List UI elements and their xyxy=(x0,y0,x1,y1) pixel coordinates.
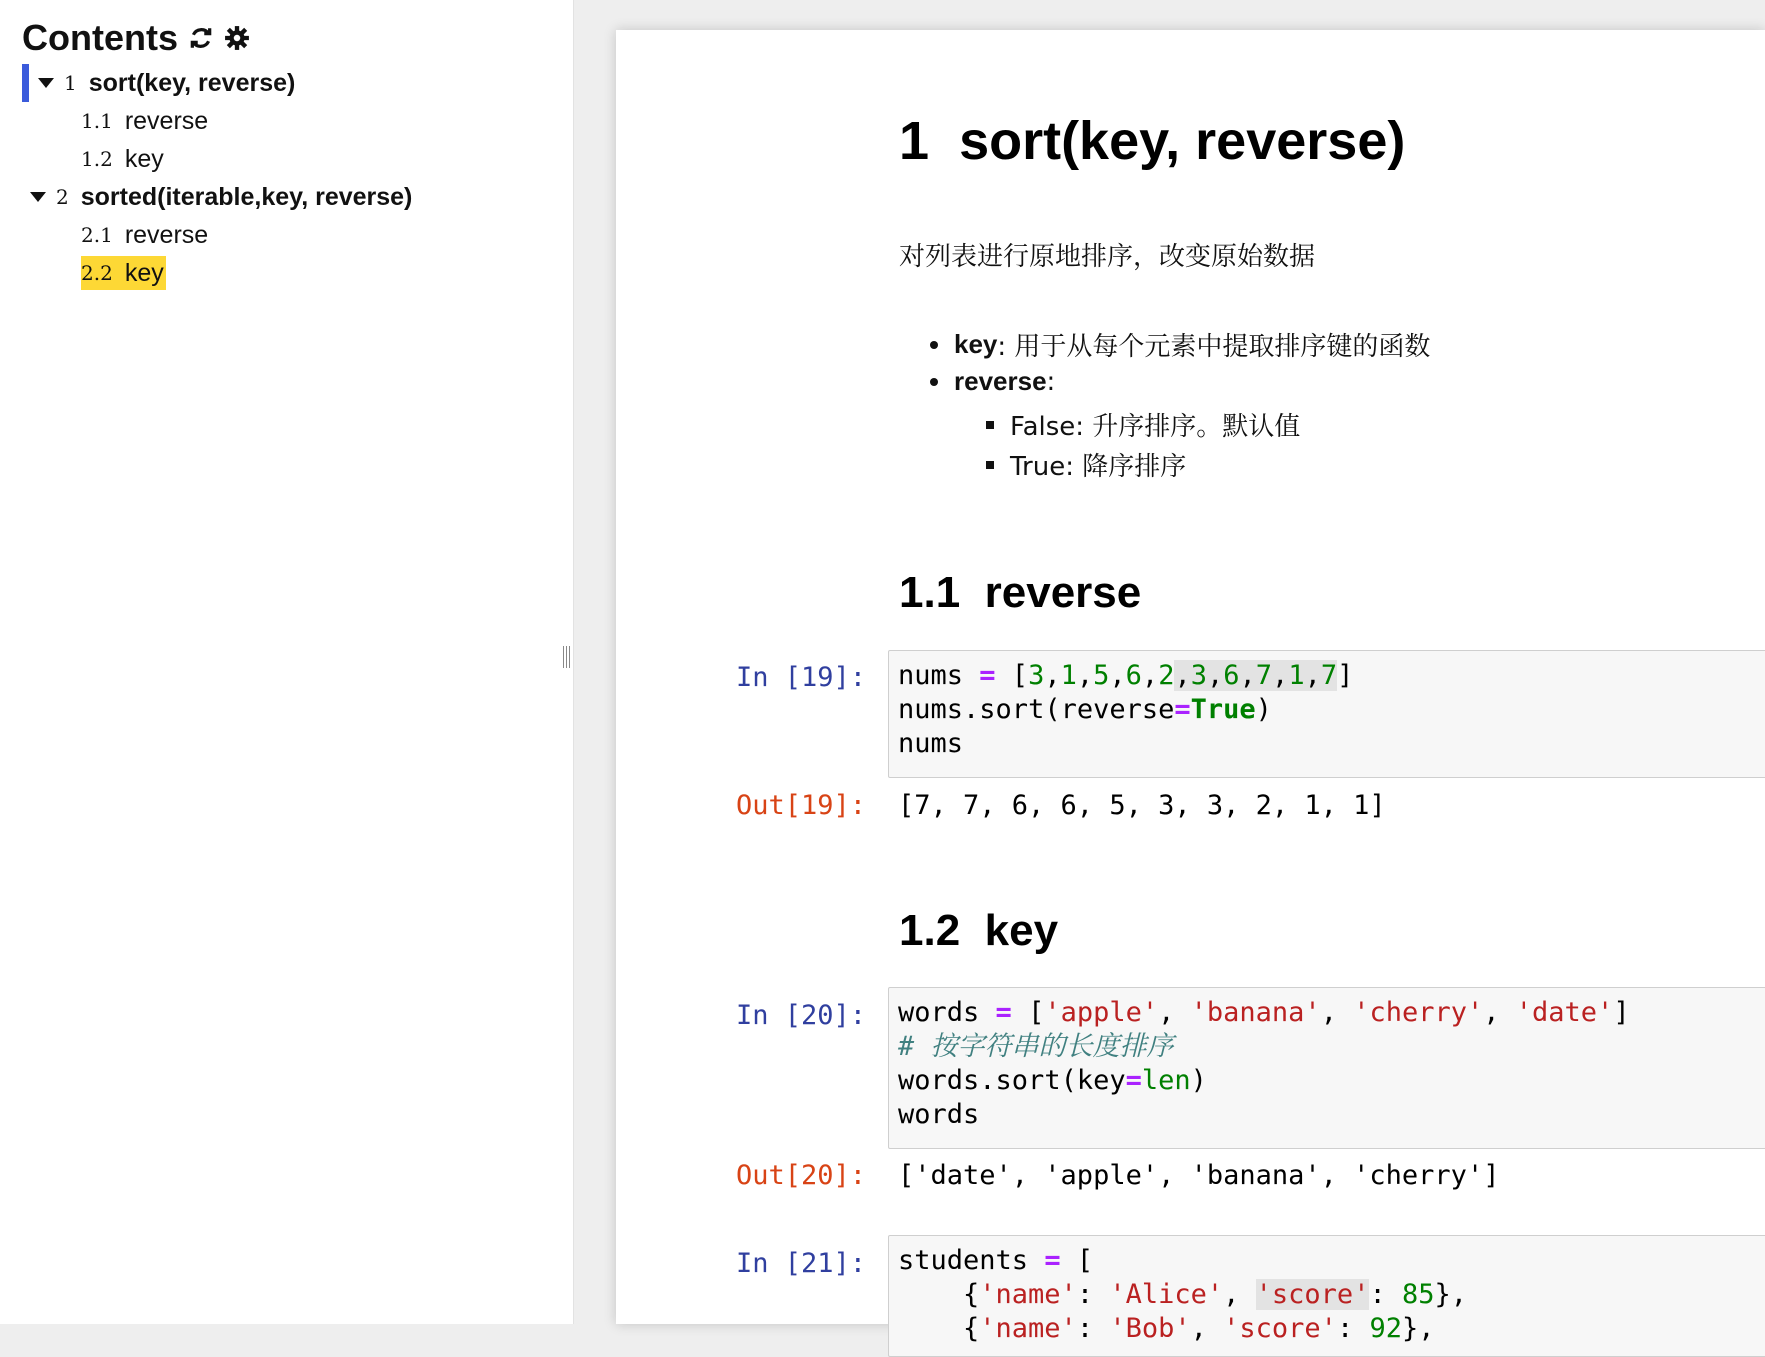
sub-bullet-text: True: 降序排序 xyxy=(1010,452,1187,482)
toc-active-indicator xyxy=(22,64,29,102)
refresh-icon[interactable] xyxy=(188,25,214,51)
toc-item-sorted[interactable] xyxy=(30,180,412,214)
toc-item-number: 2.1 xyxy=(81,223,113,247)
code-line: words xyxy=(898,1099,980,1130)
heading-number: 1.1 xyxy=(899,568,961,617)
input-prompt: In [21]: xyxy=(735,1248,866,1279)
cell-output: ['date', 'apple', 'banana', 'cherry'] xyxy=(898,1160,1500,1191)
bullet-desc: : 用于从每个元素中提取排序键的函数 xyxy=(997,332,1431,362)
notebook-page xyxy=(616,30,1765,1344)
toc-item-label: key xyxy=(124,258,164,287)
output-prompt: Out[20]: xyxy=(735,1160,866,1191)
toc-item-sort-key[interactable] xyxy=(81,142,164,176)
toc-item-sort[interactable] xyxy=(38,66,295,100)
heading-text: key xyxy=(984,906,1059,955)
toc-item-label: reverse xyxy=(124,106,209,135)
toc-item-sorted-reverse[interactable] xyxy=(81,218,208,252)
code-cell[interactable] xyxy=(888,987,1765,1149)
output-prompt: Out[19]: xyxy=(735,790,866,821)
code-editor[interactable] xyxy=(889,988,1765,1132)
toc-item-sort-reverse[interactable] xyxy=(81,104,208,138)
input-prompt: In [19]: xyxy=(735,662,866,693)
heading-2-reverse xyxy=(899,568,1141,618)
toc-item-number: 1.2 xyxy=(81,147,113,171)
heading-1 xyxy=(899,110,1405,172)
cell-output: [7, 7, 6, 6, 5, 3, 3, 2, 1, 1] xyxy=(898,790,1386,821)
code-line: {'name': 'Bob', 'score': 92}, xyxy=(898,1313,1435,1344)
code-editor[interactable] xyxy=(889,1236,1765,1346)
sub-bullet-false xyxy=(986,406,1300,443)
bullet-desc: : xyxy=(1046,366,1056,397)
code-comment: # 按字符串的长度排序 xyxy=(898,1031,1174,1062)
sub-bullet-true xyxy=(986,446,1186,483)
gear-icon[interactable] xyxy=(224,25,250,51)
bullet-label: reverse xyxy=(954,366,1047,396)
square-bullet-icon xyxy=(986,461,994,469)
code-line: nums xyxy=(898,728,964,759)
heading-text: reverse xyxy=(984,568,1142,617)
toc-item-label: key xyxy=(124,144,164,173)
square-bullet-icon xyxy=(986,421,994,429)
sub-bullet-text: False: 升序排序。默认值 xyxy=(1010,412,1301,442)
code-line: nums = [3,1,5,6,2,3,6,7,1,7] xyxy=(898,660,1354,691)
toc-title: Contents xyxy=(22,17,178,58)
caret-down-icon[interactable] xyxy=(30,192,46,202)
code-line: words = ['apple', 'banana', 'cherry', 'date'] xyxy=(898,997,1630,1028)
heading-number: 1 xyxy=(899,111,930,171)
toc-header xyxy=(22,16,250,60)
code-cell[interactable] xyxy=(888,650,1765,778)
code-editor[interactable] xyxy=(889,651,1765,761)
input-prompt: In [20]: xyxy=(735,1000,866,1031)
code-line: nums.sort(reverse=True) xyxy=(898,694,1272,725)
code-line: words.sort(key=len) xyxy=(898,1065,1207,1096)
heading-number: 1.2 xyxy=(899,906,961,955)
bullet-icon xyxy=(930,378,938,386)
toc-item-number: 2.2 xyxy=(81,261,113,285)
toc-item-label: sorted(iterable,key, reverse) xyxy=(80,182,413,211)
toc-item-number: 1 xyxy=(64,71,77,95)
bullet-key xyxy=(930,326,1430,363)
toc-item-label: reverse xyxy=(124,220,209,249)
caret-down-icon[interactable] xyxy=(38,78,54,88)
toc-item-label: sort(key, reverse) xyxy=(88,68,296,97)
toc-item-sorted-key[interactable] xyxy=(81,256,166,290)
intro-text: 对列表进行原地排序，改变原始数据 xyxy=(899,242,1316,272)
code-line: {'name': 'Alice', 'score': 85}, xyxy=(898,1279,1467,1310)
bullet-label: key xyxy=(954,329,998,359)
bullet-icon xyxy=(930,341,938,349)
heading-2-key xyxy=(899,906,1058,956)
toc-item-number: 1.1 xyxy=(81,109,113,133)
toc-item-number: 2 xyxy=(56,185,69,209)
bullet-reverse xyxy=(930,366,1055,397)
code-line: students = [ xyxy=(898,1245,1094,1276)
toc-sidebar xyxy=(0,0,574,1324)
sidebar-resize-handle[interactable] xyxy=(563,646,570,668)
heading-text: sort(key, reverse) xyxy=(959,111,1406,171)
code-cell[interactable] xyxy=(888,1235,1765,1357)
